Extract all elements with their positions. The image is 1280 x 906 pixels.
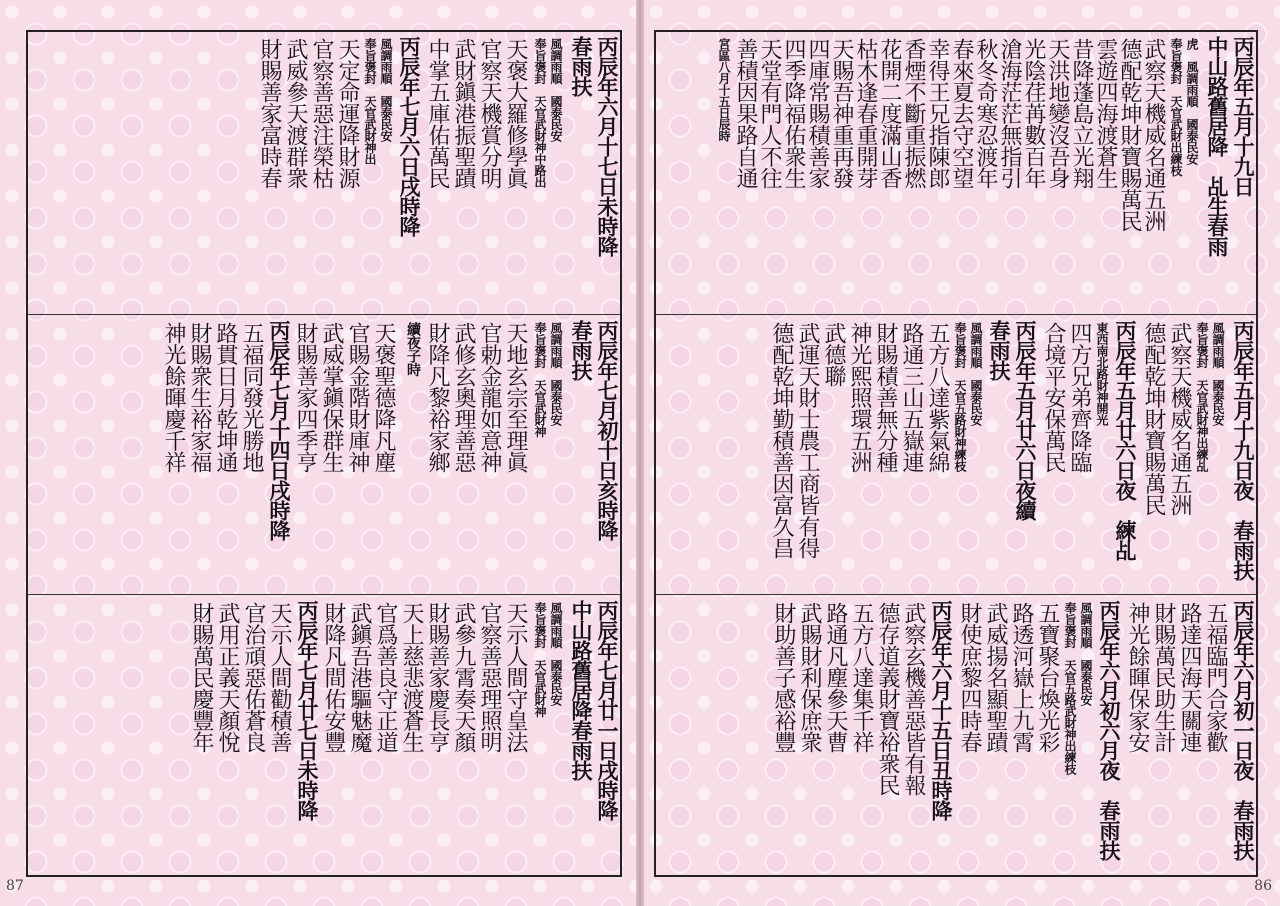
verse-line: 武威掌鎭保群生	[319, 322, 344, 473]
verse-line: 武察天機威名通五洲	[1167, 322, 1192, 516]
section-divider	[656, 314, 1256, 315]
verse-line: 財賜善家富時春	[257, 38, 282, 189]
verse-line: 財賜萬民助生計	[1151, 602, 1176, 753]
verse-line: 武察玄機善惡皆有報	[901, 602, 926, 796]
right-page	[644, 0, 1280, 906]
verse-line: 香煙不斷重振燃	[901, 38, 926, 189]
entry-header: 丙辰年五月廿六日夜 練乩	[1113, 320, 1138, 560]
verse-line: 神光餘暉慶千祥	[161, 322, 186, 473]
entry-header: 丙辰年七月廿七日未時降	[295, 600, 320, 820]
page-number: 87	[6, 878, 24, 894]
edict-line: 奉旨褒封 天官五路財神練枝	[953, 322, 967, 472]
verse-line: 武鎭吾港驅魅魔	[347, 602, 372, 753]
verse-line: 天示人間勸積善	[267, 602, 292, 753]
verse-line: 路達四海天關連	[1177, 602, 1202, 753]
decree-line: 風調雨順 國泰民安	[1211, 322, 1225, 426]
section-divider	[28, 594, 620, 595]
verse-line: 官勅金龍如意神	[477, 322, 502, 473]
edict-line: 奉旨褒封 天官武財出練枝	[1169, 38, 1183, 176]
entry-header: 丙辰年七月初十日亥時降	[595, 320, 620, 540]
verse-line: 官賜金階財庫神	[345, 322, 370, 473]
verse-line: 路透河嶽上九霄	[1009, 602, 1034, 753]
verse-line: 善積因果路自通	[733, 38, 758, 189]
left-page	[0, 0, 636, 906]
verse-line: 天褒大羅修學眞	[503, 38, 528, 189]
verse-line: 財賜善家慶長亨	[425, 602, 450, 753]
verse-line: 天示人間守皇法	[503, 602, 528, 753]
decree-line: 風調雨順 國泰民安	[549, 602, 563, 706]
entry-header: 丙辰年五月十九日	[1231, 36, 1256, 196]
footer-line: 宮區八月十五日辰時	[717, 38, 731, 142]
entry-header: 丙辰年七月廿一日戌時降	[595, 600, 620, 820]
verse-line: 枯木逢春重開芽	[853, 38, 878, 189]
edict-line: 奉旨褒封 天官武財神出	[363, 38, 377, 165]
verse-line: 官察善惡注榮枯	[309, 38, 334, 189]
verse-line: 昔降蓬島立光翔	[1069, 38, 1094, 189]
verse-line: 官治頑惡佑蒼良	[241, 602, 266, 753]
verse-line: 財賜積善無分種	[873, 322, 898, 473]
verse-line: 天地玄宗至理眞	[503, 322, 528, 473]
entry-header: 丙辰年五月十九日夜 春雨扶	[1231, 320, 1256, 580]
verse-line: 德配乾坤財寶賜萬民	[1141, 322, 1166, 516]
verse-line: 德配乾坤勤積善因富久昌	[769, 322, 794, 559]
entry-header: 丙辰年六月初一日夜 春雨扶	[1231, 600, 1256, 860]
verse-line: 五福同發光勝地	[239, 322, 264, 473]
entry-header: 丙辰年六月初六月夜 春雨扶	[1097, 600, 1122, 860]
verse-line: 官察天機賞分明	[477, 38, 502, 189]
verse-line: 官察善惡理照明	[477, 602, 502, 753]
entry-byline: 春雨扶	[569, 36, 594, 96]
verse-line: 神光熙照環五洲	[847, 322, 872, 473]
edict-line: 奉旨褒封 天官武財神	[533, 602, 547, 717]
verse-line: 天定命運降財源	[335, 38, 360, 189]
verse-line: 武賜財利保庶衆	[797, 602, 822, 753]
entry-location: 中山路舊居降春雨扶	[569, 600, 594, 780]
entry-byline: 春雨扶	[987, 320, 1012, 380]
section-divider	[656, 594, 1256, 595]
verse-line: 武威參天渡群衆	[283, 38, 308, 189]
edict-line: 奉旨褒封 天官武財神	[533, 322, 547, 437]
verse-line: 財助善子感裕豐	[771, 602, 796, 753]
verse-line: 光陰荏苒數百年	[1021, 38, 1046, 189]
verse-line: 財賜衆生裕家福	[187, 322, 212, 473]
verse-line: 財使庶黎四時春	[957, 602, 982, 753]
verse-line: 武運天財士農工商皆有得	[795, 322, 820, 559]
verse-line: 神光餘暉保家安	[1125, 602, 1150, 753]
verse-line: 路通凡塵參天曹	[823, 602, 848, 753]
verse-line: 武修玄奧理善惡	[451, 322, 476, 473]
verse-line: 武參九霄奏天顏	[451, 602, 476, 753]
entry-header: 丙辰年七月六日戌時降	[397, 36, 422, 236]
edict-line: 奉旨褒封 天官武財神中路出	[533, 38, 547, 188]
decree-line: 風調雨順 國泰民安	[549, 322, 563, 426]
verse-line: 五寶聚台煥光彩	[1035, 602, 1060, 753]
verse-line: 官爲善良守正道	[373, 602, 398, 753]
verse-line: 幸得王兄指陳郎	[925, 38, 950, 189]
entry-location: 中山路舊居降 乩生春雨	[1205, 36, 1230, 256]
decree-line: 風調雨順 國泰民安	[1079, 602, 1093, 706]
edict-line: 奉旨褒封 天官武財神出練乩	[1195, 322, 1209, 472]
verse-line: 武用正義天顏悅	[215, 602, 240, 753]
verse-line: 武威揚名顯聖蹟	[983, 602, 1008, 753]
verse-line: 天上慈悲渡蒼生	[399, 602, 424, 753]
note-line: 續夜子時	[405, 322, 421, 376]
verse-line: 中掌五庫佑萬民	[425, 38, 450, 189]
verse-line: 天賜吾神重再發	[829, 38, 854, 189]
section-divider	[28, 314, 620, 315]
verse-line: 財賜善家四季亨	[293, 322, 318, 473]
verse-line: 財降凡間佑安豐	[321, 602, 346, 753]
verse-line: 天洪地變沒吾身	[1045, 38, 1070, 189]
verse-line: 四庫常賜積善家	[805, 38, 830, 189]
entry-header: 丙辰年六月十五日丑時降	[929, 600, 954, 820]
left-page-frame	[26, 30, 622, 877]
verse-line: 武德聯	[821, 322, 846, 387]
verse-line: 滄海茫茫無指引	[997, 38, 1022, 189]
verse-line: 路貫日月乾坤通	[213, 322, 238, 473]
verse-line: 花開二度滿山香	[877, 38, 902, 189]
right-page-frame	[654, 30, 1258, 877]
verse-line: 秋冬奇寒忍渡年	[973, 38, 998, 189]
edict-line: 奉旨褒封 天官五路武財神出練枝	[1063, 602, 1077, 775]
verse-line: 五福臨門合家歡	[1203, 602, 1228, 753]
sub-line: 東西南北路財神開光	[1095, 322, 1109, 426]
verse-line: 財降凡黎裕家鄉	[425, 322, 450, 473]
verse-line: 五方八達紫氣綿	[925, 322, 950, 473]
verse-line: 雲遊四海渡蒼生	[1093, 38, 1118, 189]
entry-header: 丙辰年六月十七日未時降	[595, 36, 620, 256]
verse-line: 德配乾坤財寶賜萬民	[1117, 38, 1142, 232]
entry-header: 丙辰年七月十四日戌時降	[267, 320, 292, 540]
decree-line: 風調雨順 國泰民安	[969, 322, 983, 426]
verse-line: 天堂有門人不往	[757, 38, 782, 189]
verse-line: 四季降福佑衆生	[781, 38, 806, 189]
decree-line: 風調雨順 國泰民安	[549, 38, 563, 142]
verse-line: 春來夏去守空望	[949, 38, 974, 189]
entry-byline: 春雨扶	[569, 320, 594, 380]
decree-line: 虎 風調雨順 國泰民安	[1185, 38, 1199, 165]
verse-line: 路通三山五嶽連	[899, 322, 924, 473]
verse-line: 武察天機威名通五洲	[1141, 38, 1166, 232]
verse-line: 合境平安保萬民	[1041, 322, 1066, 473]
verse-line: 四方兄弟齊降臨	[1067, 322, 1092, 473]
entry-header: 丙辰年五月廿六日夜續	[1013, 320, 1038, 520]
verse-line: 五方八達集千祥	[849, 602, 874, 753]
decree-line: 風調雨順 國泰民安	[379, 38, 393, 142]
verse-line: 武財鎭港振聖蹟	[451, 38, 476, 189]
page-number: 86	[1254, 878, 1272, 894]
verse-line: 天褒聖德降凡塵	[371, 322, 396, 473]
verse-line: 財賜萬民慶豐年	[189, 602, 214, 753]
verse-line: 德存道義財寶裕衆民	[875, 602, 900, 796]
